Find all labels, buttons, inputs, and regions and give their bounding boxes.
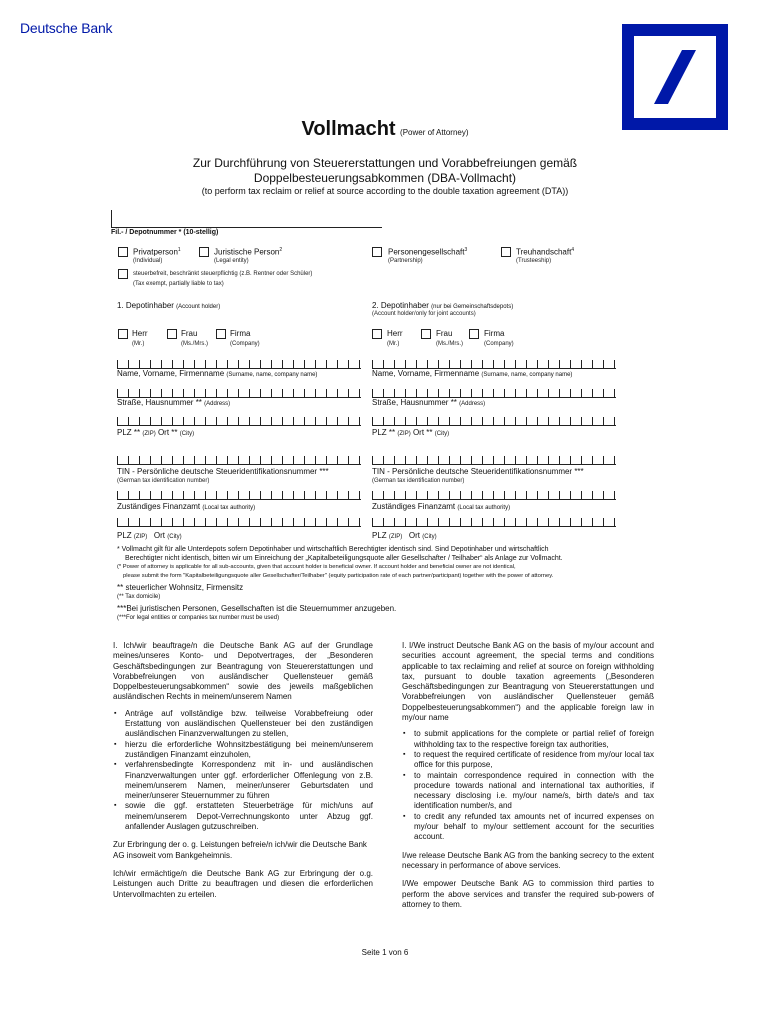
type-juristische-person-label: Juristische Person$^2$ [214,247,283,257]
note-8: (***For legal entities or companies tax number must be used) [117,614,280,621]
fa-plz-ort-field-2[interactable] [372,518,616,527]
title-main: Vollmacht [301,118,396,140]
checkbox-frau-1[interactable] [167,329,177,339]
note-2: Berechtigter nicht identisch, bitten wir um Einreichung der „Kapitalbeteiligungsquote aller Gesellschafter / Teilhaber“ als Anlage zur Vollmacht. [125,554,563,562]
salutation-herr-2-en: (Mr.) [387,341,400,347]
checkbox-personengesellschaft[interactable] [372,247,382,257]
right-bullet-4: ▪ to credit any refunded tax amounts net of incurred expenses on my/our behalf to my/our settlement account for the securities account. [414,812,654,843]
note-4: please submit the form "Kapitalbeteiligungsquote aller Gesellschafter/Teilhaber" (equity participation rate of each partner/participant) together with the power of attorney. [123,572,554,579]
checkbox-juristische-person[interactable] [199,247,209,257]
street-label-2: Straße, Hausnummer ** (Address) [372,398,486,407]
depot-number-field[interactable] [111,210,382,228]
plz-ort-label-2: PLZ ** (ZIP) Ort ** (City) [372,428,450,437]
fa-plz-ort-field-1[interactable] [117,518,361,527]
salutation-frau-1-en: (Ms./Mrs.) [181,341,208,347]
salutation-herr-2: Herr [387,329,403,338]
left-intro: I. Ich/wir beauftrage/n die Deutsche Bank AG auf der Grundlage meines/unseres Konto- und Depotvertrages, der „Besonderen Geschäftsbedingungen zur Beantragung von Steuererstattungen und Vorabbefreiungen von ausländischer Quellensteuer gemäß Doppelbesteuerungsabkommen“ sowie des jeweils maßgeblichen ausländischen Rechts in meinem/unserem Namen [113,641,373,702]
right-bullet-1: ▪ to submit applications for the complete or partial relief of foreign withholding tax to the respective foreign tax authorities, [414,729,654,750]
tin-en-2: (German tax identification number) [372,478,465,484]
checkbox-herr-1[interactable] [118,329,128,339]
tin-en-1: (German tax identification number) [117,478,210,484]
street-field-2[interactable] [372,389,616,398]
tin-field-1[interactable] [117,456,361,465]
type-personengesellschaft-en: (Partnership) [388,258,423,264]
type-treuhandschaft-label: Treuhandschaft$^4$ [516,247,575,257]
salutation-herr-1-en: (Mr.) [132,341,145,347]
salutation-firma-1-en: (Company) [230,341,260,347]
note-5: ** steuerlicher Wohnsitz, Firmensitz [117,583,244,592]
salutation-firma-2: Firma [484,329,505,338]
subtitle-line2: Doppelbesteuerungsabkommen (DBA-Vollmacht) [253,171,517,185]
tin-label-2: TIN - Persönliche deutsche Steueridentifikationsnummer *** [372,467,584,476]
holder2-header: 2. Depotinhaber (nur bei Gemeinschaftsdepots) [372,301,514,310]
subtitle-line1: Zur Durchführung von Steuererstattungen und Vorabbefreiungen gemäß [192,156,578,170]
type-privatperson-label: Privatperson$^1$ [133,247,181,257]
right-p2: I/we release Deutsche Bank AG from the banking secrecy to the extent necessary in performance of above services. [402,850,654,870]
right-bullet-3: ▪ to maintain correspondence required in connection with the procedure towards national and international tax authorities, if necessary disclosing i.e. my/our name/s, birth date/s and tax identification number/s, and [414,771,654,812]
note-1: * Vollmacht gilt für alle Unterdepots sofern Depotinhaber und wirtschaftlich Berechtigter identisch sind. Sind Depotinhaber und wirtschaftlich [117,546,549,553]
fa-plz-ort-label-1: PLZ (ZIP) Ort (City) [117,531,182,540]
name-label-2: Name, Vorname, Firmenname (Surname, name, company name) [372,369,573,378]
finanzamt-label-2: Zuständiges Finanzamt (Local tax authority) [372,502,511,511]
checkbox-firma-1[interactable] [216,329,226,339]
left-p3: Ich/wir ermächtige/n die Deutsche Bank AG zur Erbringung der o.g. Leistungen auch Dritte zu beauftragen und diesen die erforderlichen Untervollmachten zu erteilen. [113,868,373,899]
salutation-frau-2-en: (Ms./Mrs.) [436,341,463,347]
checkbox-herr-2[interactable] [372,329,382,339]
left-bullet-2: ▪ hierzu die erforderliche Wohnsitzbestätigung bei meinem/unserem zuständigen Finanzamt einzuholen, [125,740,373,761]
salutation-herr-1: Herr [132,329,148,338]
checkbox-steuerbefreit[interactable] [118,269,128,279]
left-bullets [113,709,373,833]
left-p2: Zur Erbringung der o. g. Leistungen befreie/n ich/wir die Deutsche Bank AG insoweit vom Bankgeheimnis. [113,840,367,860]
page-title [0,118,770,141]
name-field-1[interactable] [117,360,361,369]
depot-number-label: Fil.- / Depotnummer * (10-stellig) [111,229,219,236]
name-label-1: Name, Vorname, Firmenname (Surname, name, company name) [117,369,318,378]
checkbox-privatperson[interactable] [118,247,128,257]
street-label-1: Straße, Hausnummer ** (Address) [117,398,231,407]
right-intro: I. I/We instruct Deutsche Bank AG on the basis of my/our account and securities account agreement, the special terms and conditions applicable to tax reclaiming and relief at source on foreign withholding tax, pursuant to double taxation agreements („Besonderen Geschäftsbedingungen zur Beantragung von Steuererstattungen und Vorabbefreiungen von ausländischer Quellensteuer gemäß Doppelbesteuerungsabkommen“) and the applicable foreign law in my/our name [402,641,654,723]
finanzamt-field-1[interactable] [117,491,361,500]
deutsche-bank-logo-icon [622,24,728,130]
finanzamt-label-1: Zuständiges Finanzamt (Local tax authority) [117,502,256,511]
note-6: (** Tax domicile) [117,593,161,600]
name-field-2[interactable] [372,360,616,369]
right-bullet-2: ▪ to request the required certificate of residence from my/our local tax office for this purpose, [414,750,654,771]
type-privatperson-en: (Individual) [133,258,163,264]
left-bullet-4: ▪ sowie die ggf. erstatteten Steuerbeträge für mich/uns auf meinem/unserem Depot-Verrechnungskonto unter Abzug ggf. anfallender Auslagen gutzuschreiben. [125,801,373,832]
page-number: Seite 1 von 6 [361,948,409,957]
salutation-frau-1: Frau [181,329,198,338]
fa-plz-ort-label-2: PLZ (ZIP) Ort (City) [372,531,437,540]
plz-ort-field-2[interactable] [372,417,616,426]
checkbox-frau-2[interactable] [421,329,431,339]
left-bullet-1: ▪ Anträge auf vollständige bzw. teilweise Vorabbefreiung oder Erstattung von ausländischen Quellensteuer bei den zuständigen ausländischen Finanzverwaltungen zu stellen, [125,709,373,740]
subtitle-en: (to perform tax reclaim or relief at source according to the double taxation agreement (DTA)) [201,186,569,196]
right-bullets [402,729,654,842]
type-personengesellschaft-label: Personengesellschaft$^3$ [388,247,468,257]
salutation-firma-1: Firma [230,329,251,338]
left-bullet-3: ▪ verfahrensbedingte Korrespondenz mit in- und ausländischen Finanzverwaltungen unter ggf. erforderlicher Offenlegung von z.B. meinem/unserem Namen, meiner/unserer Geburtsdaten und meiner/unserer Steuernummer zu führen [125,760,373,801]
note-3: (* Power of attorney is applicable for all sub-accounts, given that account holder is beneficial owner. If account holder and beneficial owner are not identical, [117,564,516,570]
right-column [402,641,654,910]
exempt-label: steuerbefreit, beschränkt steuerpflichtig (z.B. Rentner oder Schüler) [133,271,313,277]
street-field-1[interactable] [117,389,361,398]
footnotes [117,546,657,622]
title-en: (Power of Attorney) [400,128,469,137]
tin-field-2[interactable] [372,456,616,465]
finanzamt-field-2[interactable] [372,491,616,500]
exempt-en: (Tax exempt, partially liable to tax) [133,281,224,287]
plz-ort-field-1[interactable] [117,417,361,426]
right-p3: I/We empower Deutsche Bank AG to commission third parties to perform the above services and transfer the required sub-powers of attorney to them. [402,879,654,909]
left-column [113,641,373,900]
checkbox-treuhandschaft[interactable] [501,247,511,257]
type-treuhandschaft-en: (Trusteeship) [516,258,552,264]
plz-ort-label-1: PLZ ** (ZIP) Ort ** (City) [117,428,195,437]
brand-name: Deutsche Bank [20,20,113,36]
holder2-en: (Account holder/only for joint accounts) [372,311,476,317]
holder1-header: 1. Depotinhaber (Account holder) [117,301,221,310]
checkbox-firma-2[interactable] [469,329,479,339]
salutation-firma-2-en: (Company) [484,341,514,347]
tin-label-1: TIN - Persönliche deutsche Steueridentifikationsnummer *** [117,467,329,476]
salutation-frau-2: Frau [436,329,453,338]
note-7: ***Bei juristischen Personen, Gesellschaften ist die Steuernummer anzugeben. [117,604,397,613]
type-juristische-person-en: (Legal entity) [214,258,249,264]
